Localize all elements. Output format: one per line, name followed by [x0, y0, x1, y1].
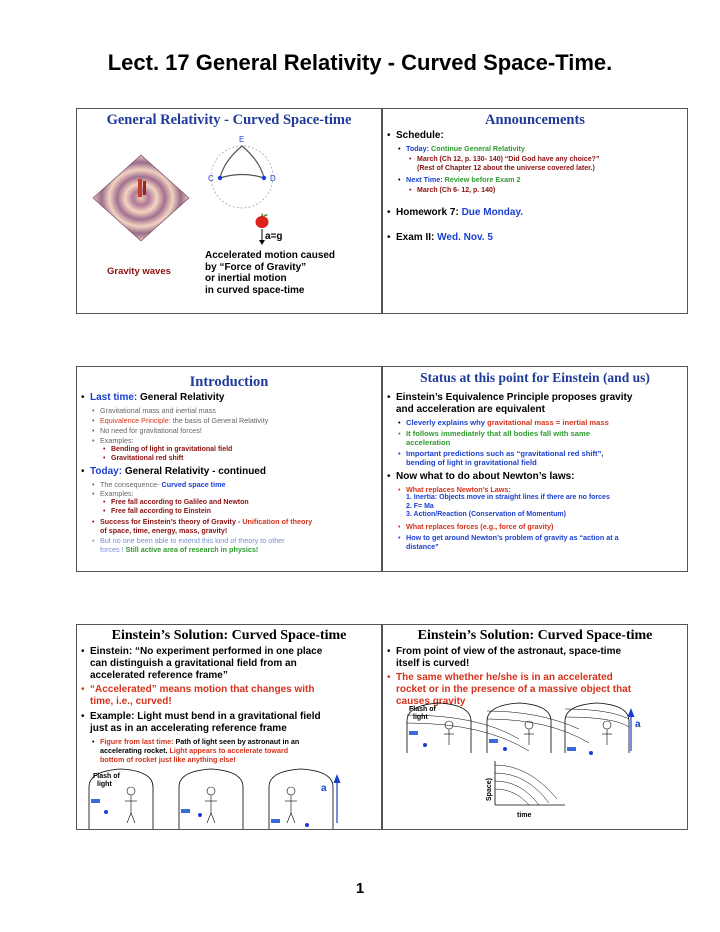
homework-label: Homework 7: — [396, 207, 459, 218]
slide-general-relativity — [76, 108, 382, 314]
label-d: D — [270, 174, 276, 183]
intro-bullet — [92, 416, 379, 425]
slide-einstein-solution-1 — [76, 624, 382, 830]
slide-introduction — [76, 366, 382, 572]
today-value: General Relativity - continued — [124, 466, 266, 477]
flash-label: light — [97, 781, 112, 788]
next-time-value: Review before Exam 2 — [444, 175, 521, 184]
consequence-value: Curved space time — [161, 480, 226, 489]
sub-bullet: • What replaces Newton’s Laws: — [398, 485, 685, 494]
schedule-bullet: • Schedule: — [387, 130, 685, 142]
apple-icon — [254, 212, 270, 230]
accelerated-line: time, i.e., curved! — [90, 696, 172, 707]
einstein-line: accelerated reference frame” — [90, 670, 228, 681]
slide-einstein-solution-2 — [382, 624, 688, 830]
example-bullet — [81, 711, 379, 723]
sub-bullet: • How to get around Newton’s problem of gravity as “action at a — [398, 533, 685, 542]
success-value: Unification of theory — [242, 517, 313, 526]
flash-label: light — [413, 714, 428, 721]
slide-title: Introduction — [189, 374, 269, 390]
newton-law-2: 2. F= Ma — [406, 502, 434, 510]
rocket-light-diagram — [87, 765, 377, 829]
space-axis-label: Space) — [486, 778, 493, 801]
today-label: Today: — [406, 144, 430, 153]
clever-value: gravitational mass = inertial mass — [487, 418, 609, 427]
example-value: Light must bend in a gravitational field — [137, 711, 321, 722]
example-bullet: • Gravitational red shift — [103, 454, 379, 463]
gravity-waves-image — [91, 153, 191, 243]
figure-label: Figure from last time: — [100, 737, 174, 746]
sub-bullet: • It follows immediately that all bodies fall with same — [398, 429, 685, 438]
march-note: (Rest of Chapter 12 about the universe covered later.) — [417, 165, 595, 172]
curved-spacetime-diagram — [389, 699, 685, 827]
slide-title: Einstein’s Solution: Curved Space-time — [111, 628, 347, 643]
label-e: E — [239, 135, 245, 144]
caption-line: by “Force of Gravity” — [205, 261, 307, 273]
research-line — [100, 545, 379, 554]
last-time-bullet — [81, 392, 379, 404]
slide-status — [382, 366, 688, 572]
today-label: Today: — [90, 466, 123, 477]
accelerated-bullet: • “Accelerated” means motion that changes with — [81, 684, 379, 696]
clever-label: Cleverly explains why — [406, 418, 485, 427]
research-value: Still active area of research in physics! — [125, 545, 259, 554]
sub-line: bending of light in gravitational field — [406, 458, 537, 467]
figure-light: Light appears to accelerate toward — [169, 746, 289, 755]
einstein-label: Einstein: — [90, 646, 133, 657]
forces-label: forces ! — [100, 545, 124, 554]
sub-bullet: • What replaces forces (e.g., force of gravity) — [398, 522, 685, 531]
page-number: 1 — [355, 880, 365, 897]
newton-bullet: • Now what to do about Newton’s laws: — [387, 471, 685, 483]
caption-line: Accelerated motion caused — [205, 250, 336, 261]
figure-line — [100, 746, 379, 755]
exam-value: Wed. Nov. 5 — [437, 232, 493, 243]
flash-label: Flash of — [93, 773, 120, 780]
same-line: rocket or in the presence of a massive object that — [396, 684, 632, 695]
exam-bullet — [387, 232, 685, 244]
intro-bullet: • Gravitational mass and inertial mass — [92, 406, 379, 415]
today-sub: • Examples: — [92, 489, 379, 498]
page-title: Lect. 17 General Relativity - Curved Space-Time. — [107, 50, 613, 75]
today-sub: • But no one been able to extend this kind of theory to other — [92, 536, 379, 545]
success-label: Success for Einstein’s theory of Gravity - — [100, 517, 241, 526]
slide-title: General Relativity - Curved Space-time — [106, 112, 352, 128]
flash-label: Flash of — [409, 706, 436, 713]
einstein-line: can distinguish a gravitational field from an — [90, 658, 297, 669]
today-bullet — [398, 144, 685, 153]
example-bullet: • Free fall according to Einstein — [103, 507, 379, 516]
newton-law-1: 1. Inertia: Objects move in straight lines if there are no forces — [406, 494, 610, 501]
homework-bullet — [387, 207, 685, 219]
slide-title: Announcements — [485, 112, 585, 128]
today-sub — [92, 480, 379, 489]
viewpoint-bullet: • From point of view of the astronaut, space-time — [387, 646, 685, 658]
march-bullet: • March (Ch 12, p. 130- 140) “Did God have any choice?” — [409, 155, 685, 164]
a-equals-g-label: a=g — [265, 231, 283, 242]
today-bullet — [81, 466, 379, 478]
last-time-label: Last time: — [90, 392, 138, 403]
homework-value: Due Monday. — [461, 207, 524, 218]
geodesic-triangle-diagram — [202, 131, 282, 211]
newton-law-3: 3. Action/Reaction (Conservation of Momentum) — [406, 511, 566, 518]
sub-line: distance” — [406, 541, 439, 551]
figure-line: bottom of rocket just like anything else! — [100, 755, 236, 764]
example-bullet: • Free fall according to Galileo and Newton — [103, 498, 379, 507]
figure-rocket: accelerating rocket. — [100, 746, 168, 755]
equivalence-label: Equivalence Principle: — [100, 416, 171, 425]
caption-line: or inertial motion — [205, 273, 287, 284]
figure-bullet — [92, 737, 379, 746]
success-line-2: of space, time, energy, mass, gravity! — [100, 526, 228, 535]
same-line: causes gravity — [396, 696, 466, 707]
slide-announcements — [382, 108, 688, 314]
slide-title: Einstein’s Solution: Curved Space-time — [417, 628, 653, 643]
sub-line: acceleration — [406, 438, 451, 447]
consequence-label: The consequence- — [100, 480, 160, 489]
equivalence-bullet: • Einstein’s Equivalence Principle proposes gravity — [387, 392, 685, 404]
intro-bullet: • Examples: — [92, 436, 379, 445]
example-label: Example: — [90, 711, 135, 722]
example-bullet: • Bending of light in gravitational field — [103, 445, 379, 454]
slide-title: Status at this point for Einstein (and us) — [420, 370, 650, 385]
acceleration-label: a — [321, 783, 327, 794]
today-sub — [92, 517, 379, 526]
caption — [205, 250, 335, 296]
next-time-label: Next Time: — [406, 175, 443, 184]
einstein-bullet — [81, 646, 379, 658]
equivalence-line-2: and acceleration are equivalent — [396, 404, 545, 415]
sub-bullet — [398, 418, 685, 427]
example-line: just as in an accelerating reference frame — [90, 723, 287, 734]
einstein-value: “No experiment performed in one place — [135, 646, 323, 657]
exam-label: Exam II: — [396, 232, 435, 243]
time-axis-label: time — [517, 812, 532, 819]
sub-bullet: • Important predictions such as “gravitational red shift”, — [398, 449, 685, 458]
intro-bullet: • No need for gravitational forces! — [92, 426, 379, 435]
figure-value: Path of light seen by astronaut in an — [175, 737, 300, 746]
next-time-bullet — [398, 175, 685, 184]
acceleration-label: a — [635, 719, 641, 730]
equivalence-value: the basis of General Relativity — [172, 416, 269, 425]
march-bullet-2: • March (Ch 6- 12, p. 140) — [409, 186, 685, 195]
viewpoint-line: itself is curved! — [396, 658, 470, 669]
today-value: Continue General Relativity — [431, 144, 525, 153]
caption-line: in curved space-time — [205, 284, 305, 296]
last-time-value: General Relativity — [140, 392, 225, 403]
gravity-waves-label: Gravity waves — [107, 266, 171, 277]
label-c: C — [208, 174, 214, 183]
same-bullet: • The same whether he/she is in an accelerated — [387, 672, 685, 684]
